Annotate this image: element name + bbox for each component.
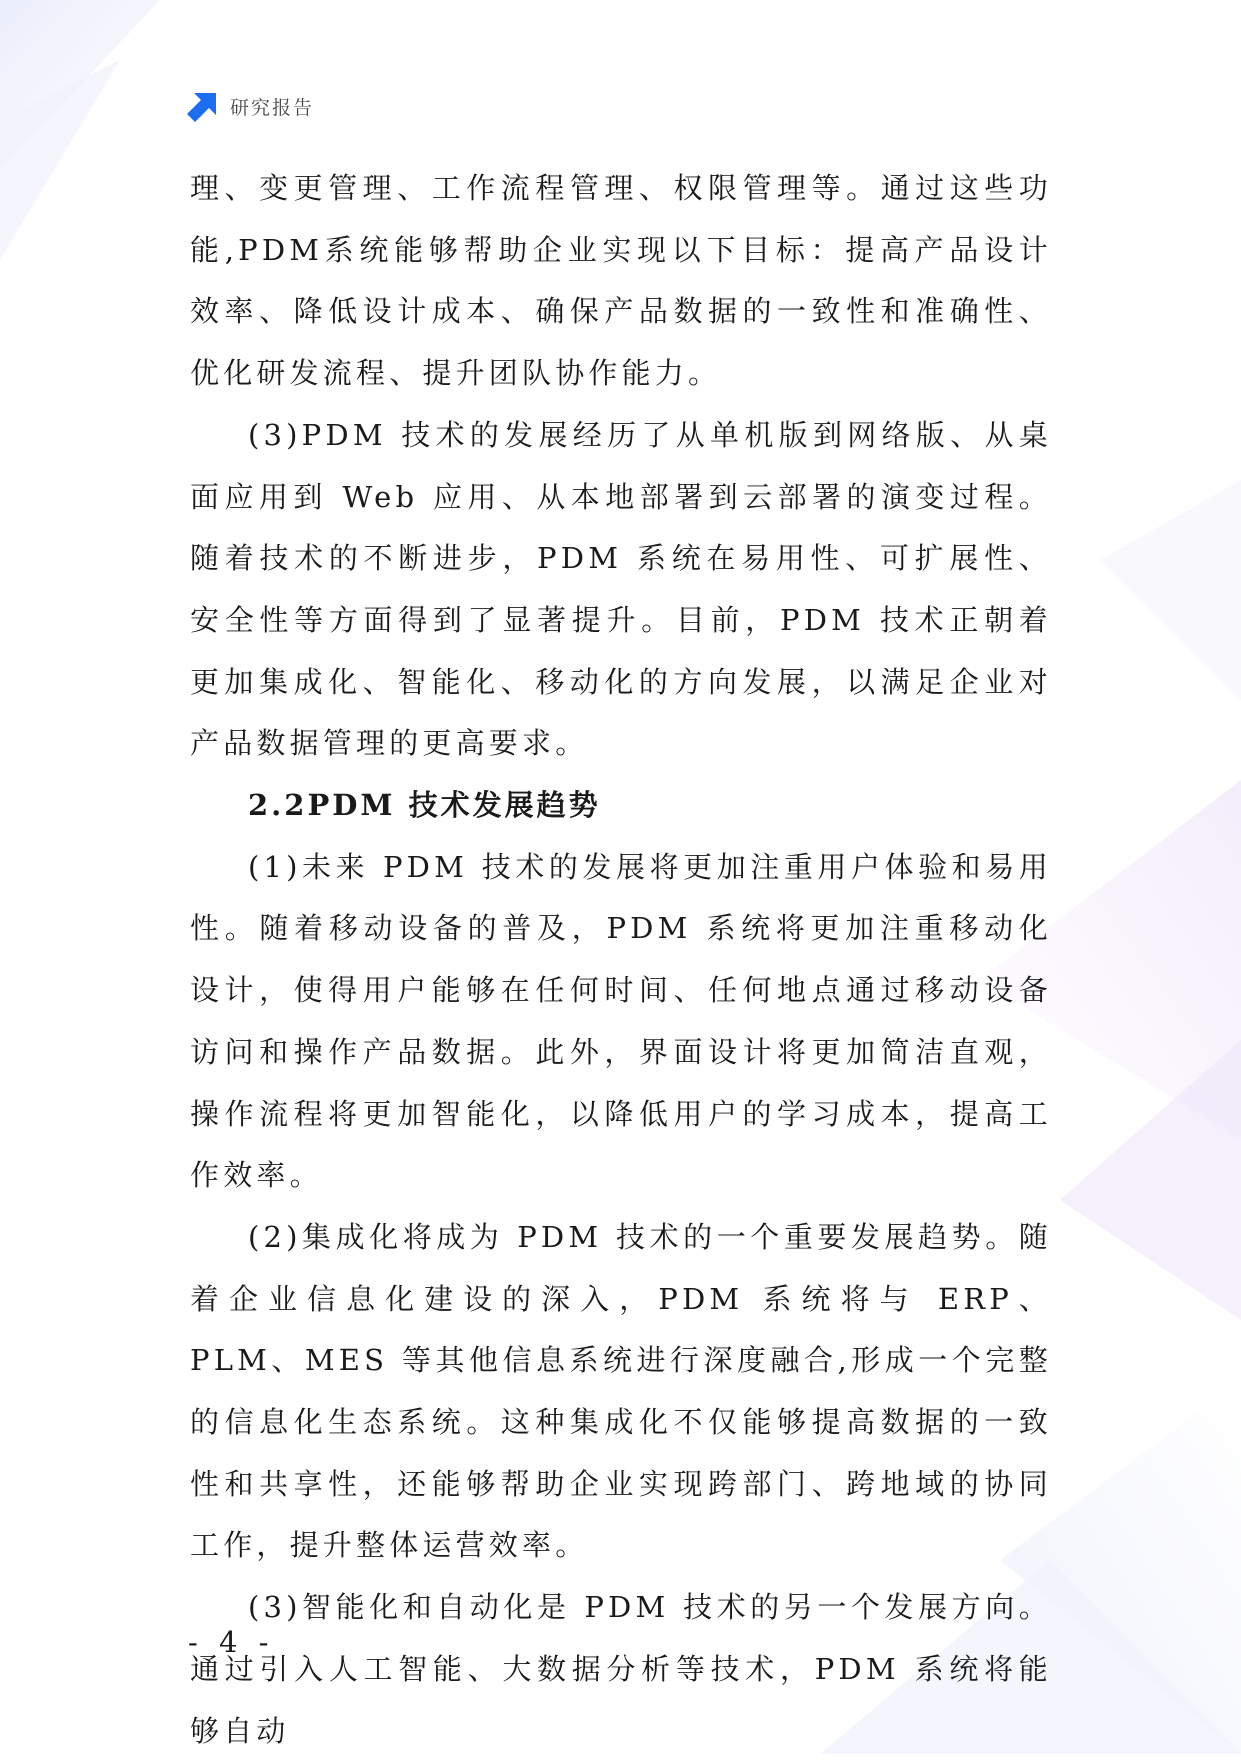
paragraph-intelligence: (3)智能化和自动化是 PDM 技术的另一个发展方向。通过引入人工智能、大数据分析等技术，PDM 系统将能够自动: [190, 1590, 1052, 1748]
header-title: 研究报告: [230, 96, 315, 119]
document-body: [190, 158, 1052, 1762]
arrow-up-right-icon: [186, 89, 220, 123]
report-header: [186, 88, 314, 124]
page-number: - 4 -: [188, 1625, 275, 1659]
paragraph-continued: 理、变更管理、工作流程管理、权限管理等。通过这些功能,PDM系统能够帮助企业实现以下目标：提高产品设计效率、降低设计成本、确保产品数据的一致性和准确性、优化研发流程、提升团队协作能力。: [190, 171, 1052, 391]
paragraph-integration: (2)集成化将成为 PDM 技术的一个重要发展趋势。随着企业信息化建设的深入，PDM 系统将与 ERP、PLM、MES 等其他信息系统进行深度融合,形成一个完整的信息化生态系统。这种集成化不仅能够提高数据的一致性和共享性，还能够帮助企业实现跨部门、跨地域的协同工作，提升整体运营效率。: [190, 1219, 1052, 1563]
section-heading: 2.2PDM 技术发展趋势: [248, 788, 601, 823]
paragraph-user-experience: (1)未来 PDM 技术的发展将更加注重用户体验和易用性。随着移动设备的普及，PDM 系统将更加注重移动化设计，使得用户能够在任何时间、任何地点通过移动设备访问和操作产品数据。此外，界面设计将更加简洁直观，操作流程将更加智能化，以降低用户的学习成本，提高工作效率。: [190, 849, 1052, 1193]
paragraph-pdm-evolution: (3)PDM 技术的发展经历了从单机版到网络版、从桌面应用到 Web 应用、从本地部署到云部署的演变过程。随着技术的不断进步，PDM 系统在易用性、可扩展性、安全性等方面得到了显著提升。目前，PDM 技术正朝着更加集成化、智能化、移动化的方向发展，以满足企业对产品数据管理的更高要求。: [190, 417, 1052, 761]
